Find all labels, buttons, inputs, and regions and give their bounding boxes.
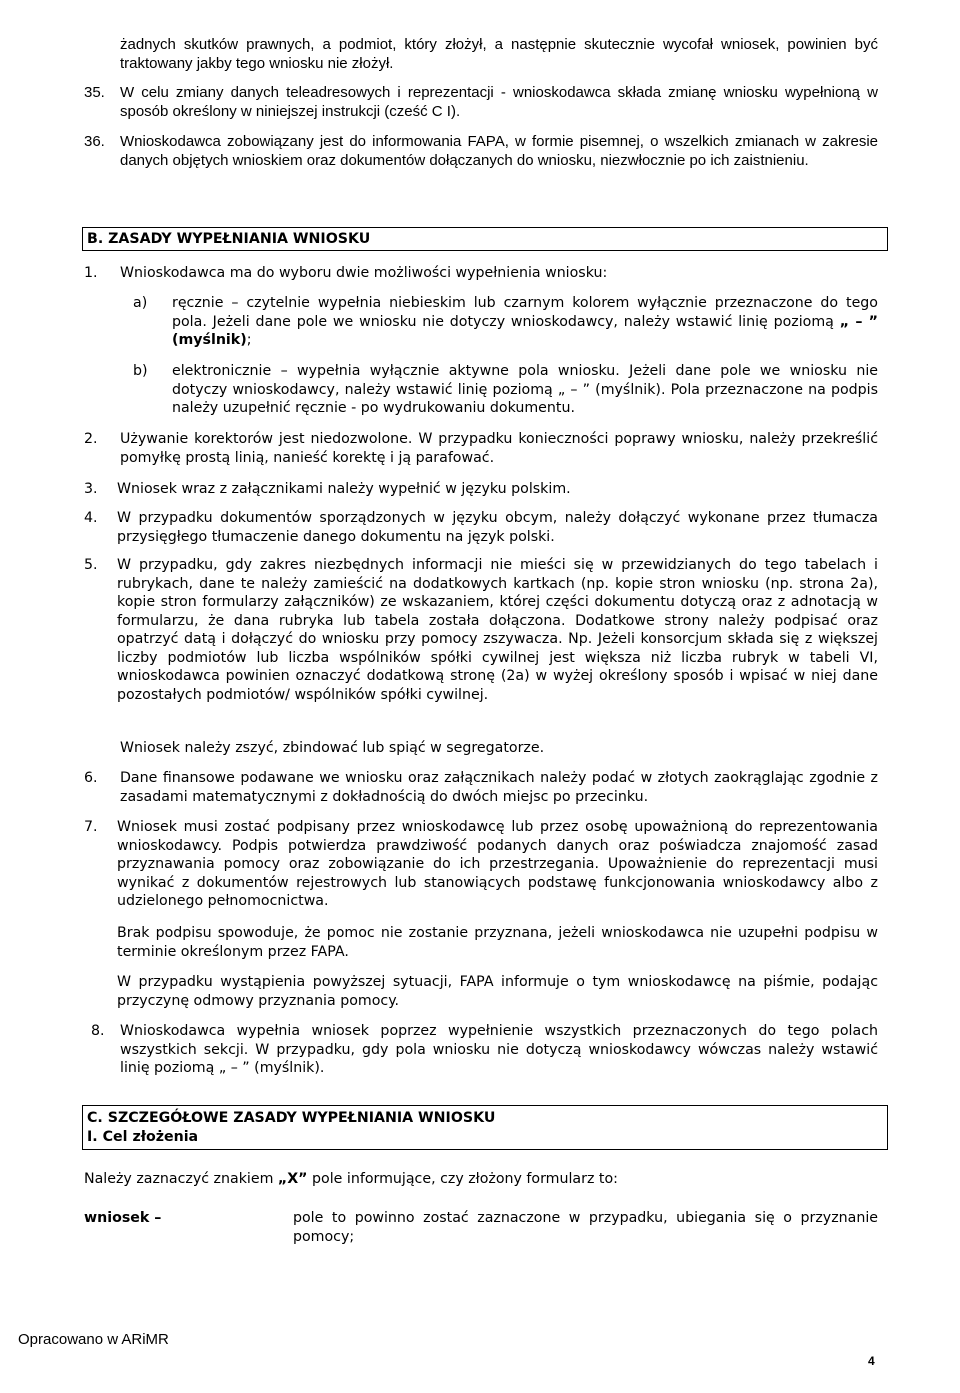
item-5-extra-text: Wniosek należy zszyć, zbindować lub spiąć w segregatorze. (120, 740, 545, 756)
item-1 (120, 264, 878, 283)
item-7-paragraph-2 (117, 924, 878, 961)
option-b-text: elektronicznie – wypełnia wyłącznie aktywne pola wniosku. Jeżeli dane pole we wniosku nie dotyczy wnioskodawcy, należy wstawić linię poziomą „ – ” (myślnik). Pola przeznaczone na podpis należy uzupełnić ręcznie - po wydrukowaniu dokumentu. (172, 363, 878, 416)
section-c-intro (84, 1170, 878, 1189)
continuation-paragraph (120, 36, 878, 73)
option-a-label: a) (133, 295, 148, 311)
item-36-number: 36. (84, 133, 105, 150)
item-7-text: Wniosek musi zostać podpisany przez wnioskodawcę lub przez osobę upoważnioną do reprezentowania wnioskodawcy. Podpis potwierdza prawdziwość podanych danych oraz poświadcza znajomość zasad przyznawania pomocy oraz zobowiązanie do ich przestrzegania. Upoważnienie do reprezentacji musi wynikać z dokumentów rejestrowych lub stanowiących podstawę funkcjonowania wnioskodawcy albo z udzielonego pełnomocnictwa. (117, 819, 878, 909)
section-c-intro-b: pole informujące, czy złożony formularz to: (312, 1171, 618, 1187)
footer-credit: Opracowano w ARiMR (18, 1331, 169, 1348)
item-3 (117, 480, 878, 499)
item-36 (120, 133, 878, 170)
term-wniosek-label: wniosek – (84, 1210, 162, 1226)
item-6-number: 6. (84, 770, 98, 786)
option-b-label: b) (133, 363, 148, 379)
item-4-number: 4. (84, 510, 98, 526)
item-1-text: Wnioskodawca ma do wyboru dwie możliwości wypełnienia wniosku: (120, 265, 608, 281)
item-7-number: 7. (84, 819, 98, 835)
item-35 (120, 84, 878, 121)
section-c-heading-text: C. SZCZEGÓŁOWE ZASADY WYPEŁNIANIA WNIOSKU (87, 1110, 496, 1126)
section-c-heading (82, 1105, 888, 1150)
option-b (172, 362, 878, 418)
item-2 (120, 430, 878, 467)
item-8-number: 8. (91, 1023, 105, 1039)
item-5 (117, 556, 878, 704)
item-4 (117, 509, 878, 546)
section-b-heading-text: B. ZASADY WYPEŁNIANIA WNIOSKU (87, 231, 371, 247)
term-wniosek-description (293, 1209, 878, 1246)
section-c-subheading-text: I. Cel złożenia (87, 1129, 199, 1145)
item-2-text: Używanie korektorów jest niedozwolone. W przypadku konieczności poprawy wniosku, należy przekreślić pomyłkę prostą linią, nanieść korektę i ją parafować. (120, 431, 878, 466)
option-a-end: ; (246, 332, 252, 348)
item-35-number: 35. (84, 84, 105, 101)
section-b-heading (82, 227, 888, 251)
item-8 (120, 1022, 878, 1078)
item-35-text: W celu zmiany danych teleadresowych i reprezentacji - wnioskodawca składa zmianę wniosku wypełnioną w sposób określony w niniejszej instrukcji (cześć C I). (120, 84, 878, 120)
item-7-paragraph-3-text: W przypadku wystąpienia powyższej sytuacji, FAPA informuje o tym wnioskodawcę na piśmie, podając przyczynę odmowy przyznania pomocy. (117, 974, 878, 1009)
item-7-paragraph-2-text: Brak podpisu spowoduje, że pomoc nie zostanie przyznana, jeżeli wnioskodawca nie uzupełni podpisu w terminie określonym przez FAPA. (117, 925, 878, 960)
term-wniosek (84, 1209, 284, 1228)
item-8-text: Wnioskodawca wypełnia wniosek poprzez wypełnienie wszystkich przeznaczonych do tego polach wszystkich sekcji. W przypadku, gdy pola wniosku nie dotyczą wnioskodawcy wówczas należy wstawić linię poziomą „ – ” (myślnik). (120, 1023, 878, 1076)
section-c-intro-a: Należy zaznaczyć znakiem (84, 1171, 274, 1187)
item-3-text: Wniosek wraz z załącznikami należy wypełnić w języku polskim. (117, 481, 571, 497)
page-number: 4 (868, 1354, 875, 1368)
option-a-text: ręcznie – czytelnie wypełnia niebieskim lub czarnym kolorem wyłącznie przeznaczone do tego pola. Jeżeli dane pole we wniosku nie dotyczy wnioskodawcy, należy wstawić linię poziomą (172, 295, 878, 330)
item-5-number: 5. (84, 557, 98, 573)
term-wniosek-description-text: pole to powinno zostać zaznaczone w przypadku, ubiegania się o przyznanie pomocy; (293, 1210, 878, 1245)
item-1-number: 1. (84, 265, 98, 281)
item-4-text: W przypadku dokumentów sporządzonych w języku obcym, należy dołączyć wykonane przez tłumacza przysięgłego tłumaczenie danego dokumentu na język polski. (117, 510, 878, 545)
item-7 (117, 818, 878, 911)
item-2-number: 2. (84, 431, 98, 447)
item-7-paragraph-3 (117, 973, 878, 1010)
item-3-number: 3. (84, 481, 98, 497)
section-c-intro-mark: „X” (277, 1171, 308, 1187)
item-6 (120, 769, 878, 806)
continuation-text: żadnych skutków prawnych, a podmiot, który złożył, a następnie skutecznie wycofał wniosek, powinien być traktowany jakby tego wniosku nie złożył. (120, 36, 878, 72)
option-a-dash: „ – ” (myślnik) (172, 313, 879, 348)
option-a (172, 294, 878, 350)
item-36-text: Wnioskodawca zobowiązany jest do informowania FAPA, w formie pisemnej, o wszelkich zmianach w zakresie danych objętych wnioskiem oraz dokumentów dołączanych do wniosku, niezwłocznie po ich zaistnieniu. (120, 133, 878, 169)
item-5-text: W przypadku, gdy zakres niezbędnych informacji nie mieści się w przewidzianych do tego tabelach i rubrykach, dane te należy zamieścić na dodatkowych kartkach (np. kopie stron wniosku (np. strona 2a), kopie stron formularzy załączników) ze wskazaniem, której części dokumentu dotyczą oraz z adnotacją w formularzu, że dana rubryka lub tabela została dołączona. Dodatkowe strony należy podpisać oraz opatrzyć datą i dołączyć do wniosku przy pomocy zszywacza. Np. Jeżeli konsorcjum składa się z większej liczby podmiotów lub liczba wspólników spółki cywilnej jest większa niż liczba rubryk w tabeli VI, wnioskodawca powinien oznaczyć dodatkową stronę (2a) w wyżej określony sposób i wpisać w niej dane pozostałych podmiotów/ wspólników spółki cywilnej. (117, 557, 878, 703)
item-6-text: Dane finansowe podawane we wniosku oraz załącznikach należy podać w złotych zaokrąglając zgodnie z zasadami matematycznymi z dokładnością do dwóch miejsc po przecinku. (120, 770, 878, 805)
item-5-extra (120, 739, 878, 758)
